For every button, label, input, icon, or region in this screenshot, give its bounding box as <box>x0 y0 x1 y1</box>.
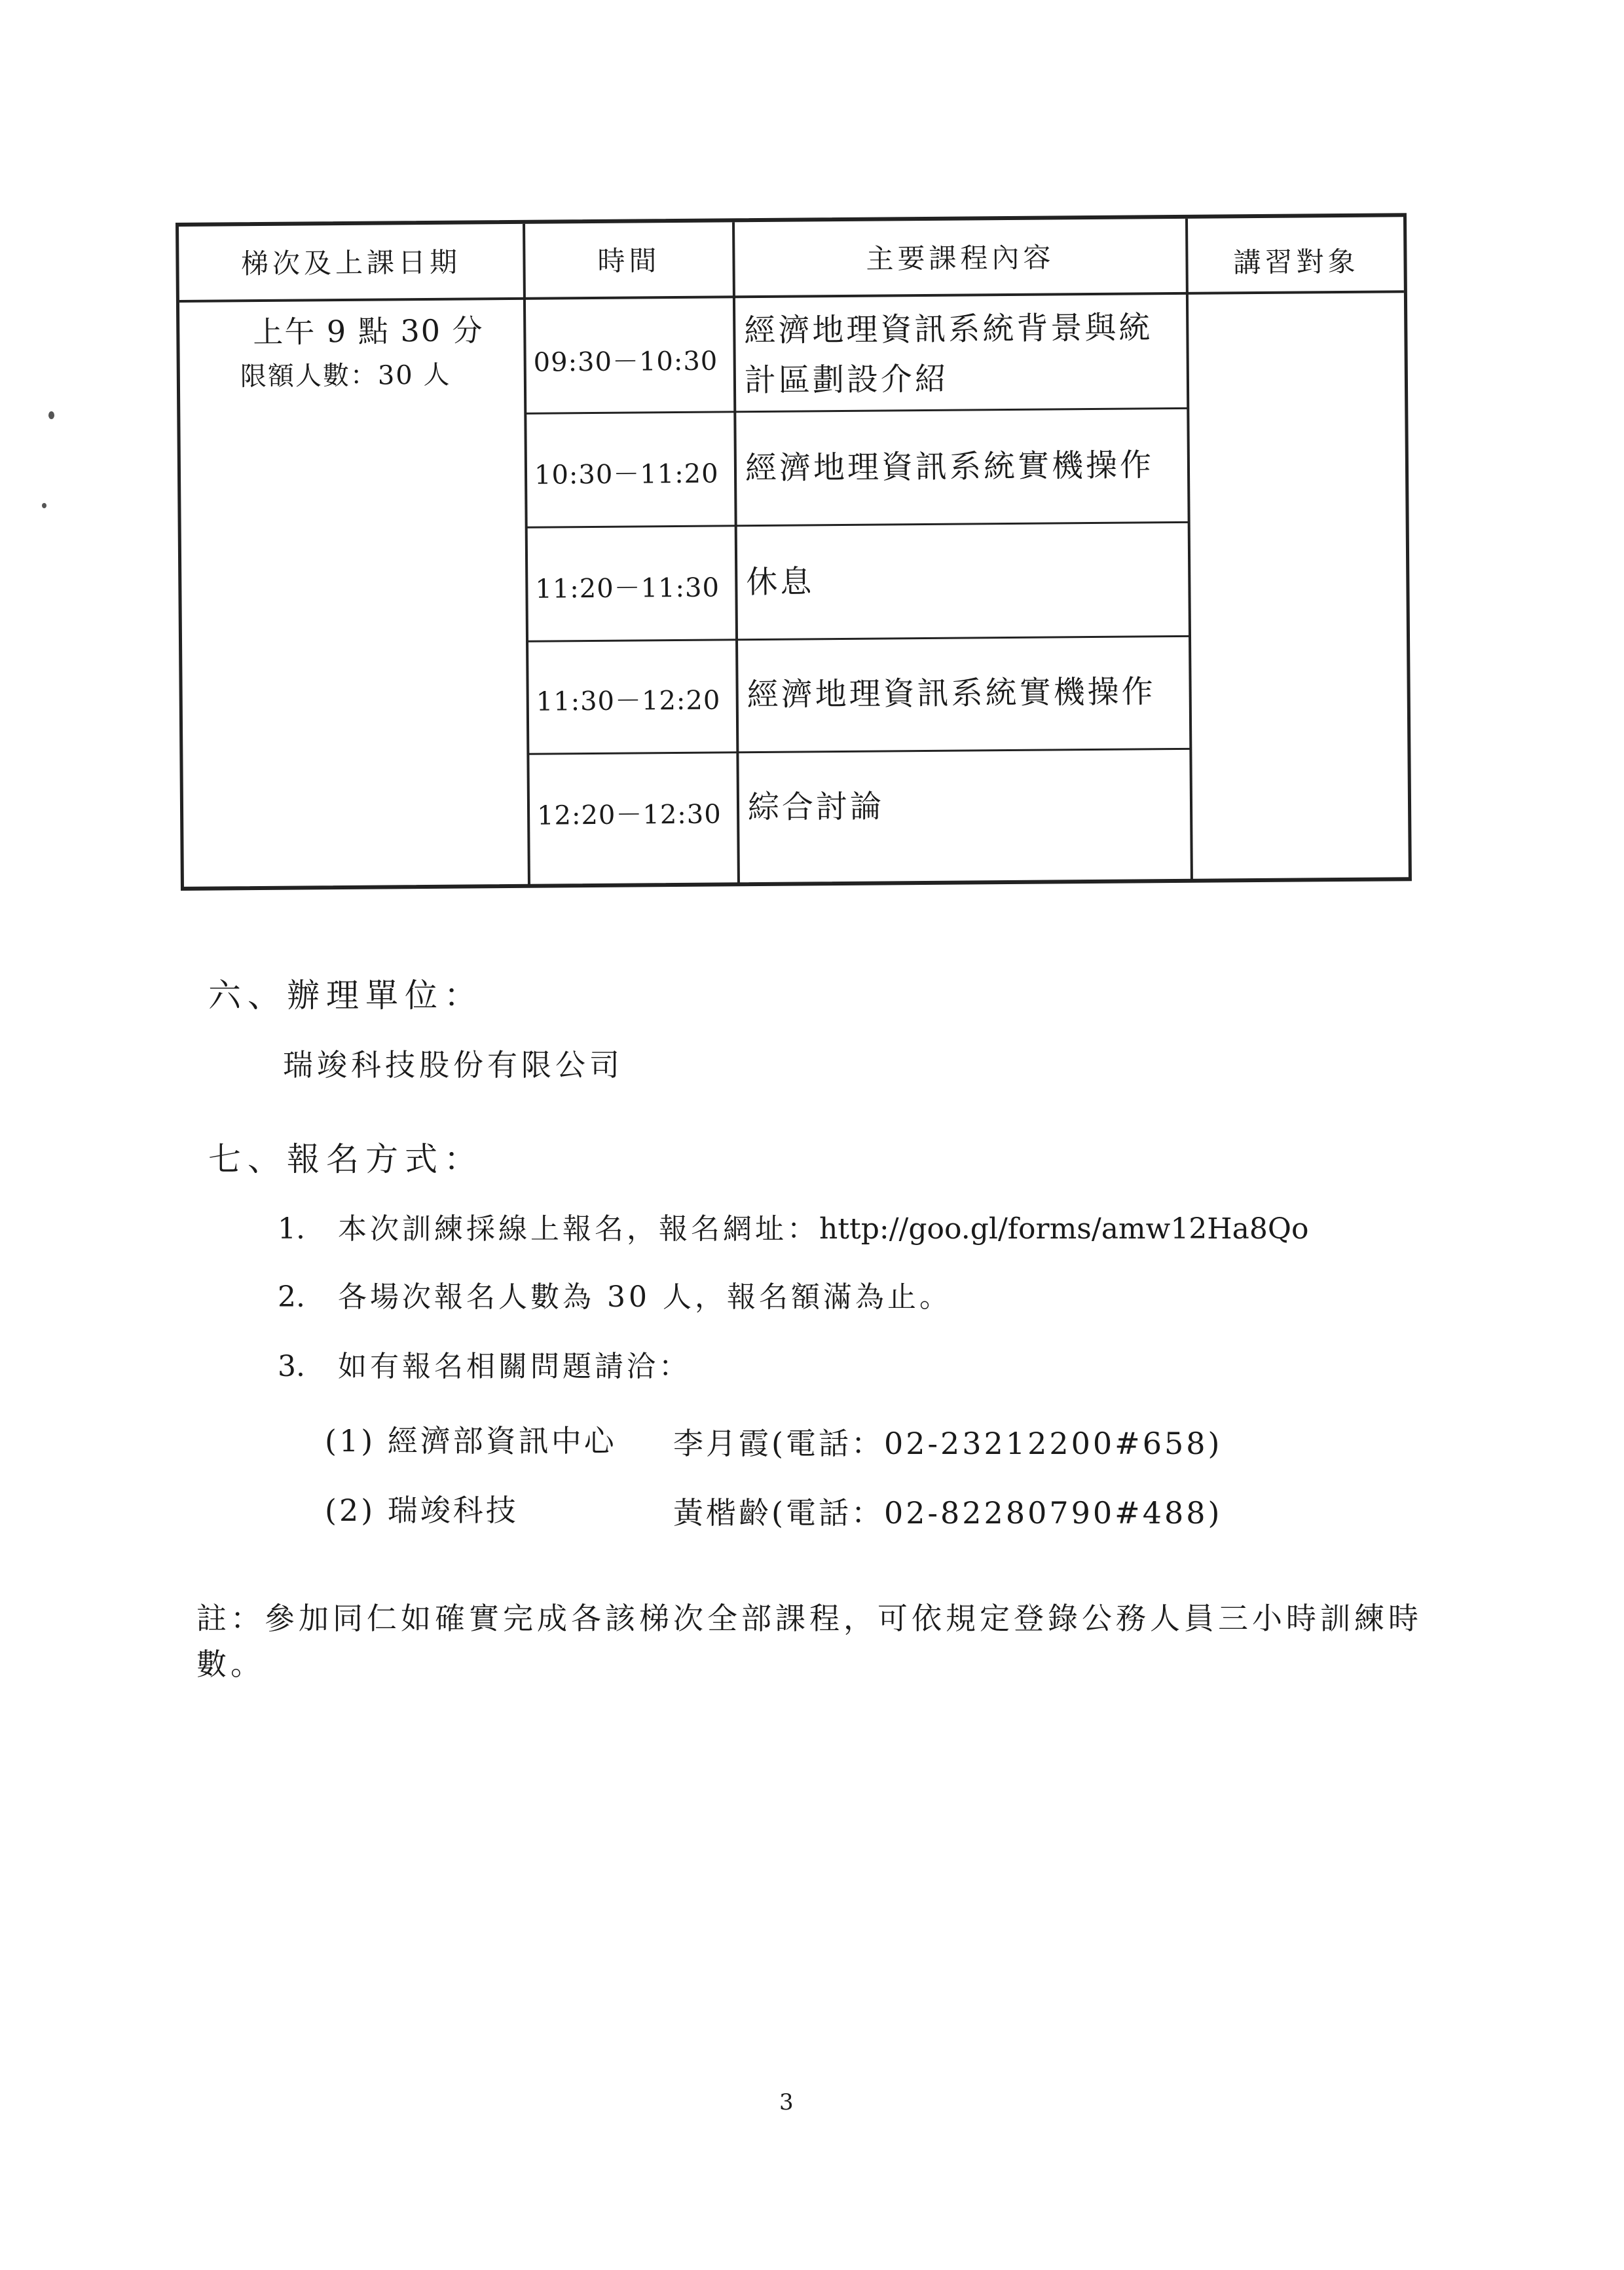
row-content-continued: 計區劃設介紹 <box>744 360 950 400</box>
row-time: 12:20－12:30 <box>536 799 722 831</box>
contact-label: (1) 經濟部資訊中心 <box>325 1423 617 1459</box>
contact-label: (2) 瑞竣科技 <box>325 1493 519 1528</box>
row-content: 綜合討論 <box>747 788 885 827</box>
item-number: 2. <box>278 1280 305 1314</box>
header-course-content: 主要課程內容 <box>866 241 1055 275</box>
session-quota: 限額人數：30 人 <box>240 360 451 392</box>
section-6-heading: 六、辦理單位： <box>208 977 483 1014</box>
contact-name-phone: 黃楷齡(電話：02-82280790#488) <box>673 1495 1223 1531</box>
item-number: 3. <box>278 1350 305 1383</box>
table-divider <box>525 407 1188 415</box>
registration-item <box>278 1205 1308 1247</box>
registration-item <box>278 1273 951 1315</box>
section-7-heading: 七、報名方式： <box>208 1140 483 1178</box>
row-time: 11:30－12:20 <box>536 685 721 717</box>
organizer-name: 瑞竣科技股份有限公司 <box>283 1047 623 1083</box>
row-content: 經濟地理資訊系統實機操作 <box>745 447 1154 487</box>
page-number: 3 <box>779 2089 794 2115</box>
schedule-table <box>175 213 1412 891</box>
item-text: 如有報名相關問題請洽： <box>338 1350 691 1383</box>
scan-speck <box>48 411 54 419</box>
table-divider <box>1185 219 1193 880</box>
row-content: 休息 <box>746 563 815 601</box>
header-session-date: 梯次及上課日期 <box>240 246 462 280</box>
table-divider <box>527 635 1190 642</box>
training-hours-note: 註：參加同仁如確實完成各該梯次全部課程，可依規定登錄公務人員三小時訓練時數。 <box>196 1601 1422 1682</box>
row-time: 10:30－11:20 <box>534 458 719 491</box>
row-time: 09:30－10:30 <box>533 346 718 378</box>
scan-speck <box>42 503 46 508</box>
table-divider <box>526 521 1189 529</box>
session-start-time: 上午 9 點 30 分 <box>253 312 484 350</box>
header-audience: 講習對象 <box>1233 245 1359 279</box>
header-time: 時間 <box>597 244 661 277</box>
row-content: 經濟地理資訊系統實機操作 <box>747 673 1156 714</box>
registration-url-link[interactable]: http://goo.gl/forms/amw12Ha8Qo <box>819 1212 1309 1246</box>
registration-item <box>278 1343 691 1385</box>
item-text: 各場次報名人數為 30 人，報名額滿為止。 <box>338 1280 951 1314</box>
item-number: 1. <box>278 1212 305 1246</box>
row-time: 11:20－11:30 <box>535 572 720 605</box>
row-content: 經濟地理資訊系統背景與統 <box>744 309 1153 350</box>
table-divider <box>732 222 740 884</box>
table-divider <box>523 224 530 885</box>
table-divider <box>528 748 1190 755</box>
contact-name-phone: 李月霞(電話：02-23212200#658) <box>673 1426 1223 1461</box>
item-text: 本次訓練採線上報名，報名網址： <box>338 1212 819 1246</box>
